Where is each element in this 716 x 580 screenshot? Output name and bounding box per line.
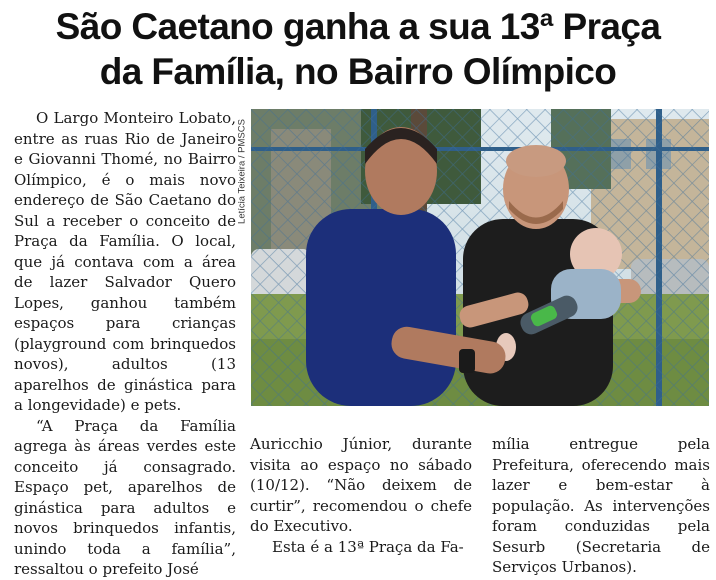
headline-line-1: São Caetano ganha a sua 13ª Praça bbox=[55, 6, 661, 47]
paragraph: mília entregue pela Prefeitura, oferecendo mais lazer e bem-estar à população. As intervenções foram conduzidas pela Sesurb (Secretaria de Serviços Urbanos). bbox=[492, 435, 710, 576]
article-photo bbox=[251, 109, 709, 406]
paragraph: Esta é a 13ª Praça da Fa- bbox=[272, 537, 464, 556]
photo-credit-text: Letícia Teixeira / PMSCS bbox=[236, 119, 248, 224]
headline bbox=[0, 4, 716, 94]
photo-credit bbox=[236, 112, 248, 232]
article-column-3 bbox=[492, 434, 710, 578]
paragraph: Auricchio Júnior, durante visita ao espaço no sábado (10/12). “Não deixem de curtir”, recomendou o chefe do Executivo. bbox=[250, 435, 472, 535]
article-column-2 bbox=[250, 434, 472, 557]
article-column-1 bbox=[14, 108, 236, 580]
paragraph: O Largo Monteiro Lobato, entre as ruas Rio de Janeiro e Giovanni Thomé, no Bairro Olímpico, é o mais novo endereço de São Caetano do Sul a receber o conceito de Praça da Família. O local, que já contava com a área de lazer Salvador Quero Lopes, ganhou também espaços para crianças (playground com brinquedos novos), adultos (13 aparelhos de ginástica para a longevidade) e pets. bbox=[14, 109, 236, 414]
headline-line-2: da Família, no Bairro Olímpico bbox=[99, 51, 617, 92]
paragraph: “A Praça da Família agrega às áreas verdes este conceito já consagrado. Espaço pet, aparelhos de ginástica para adultos e novos brinquedos infantis, unindo toda a família”, ressaltou o prefeito José bbox=[14, 416, 236, 578]
